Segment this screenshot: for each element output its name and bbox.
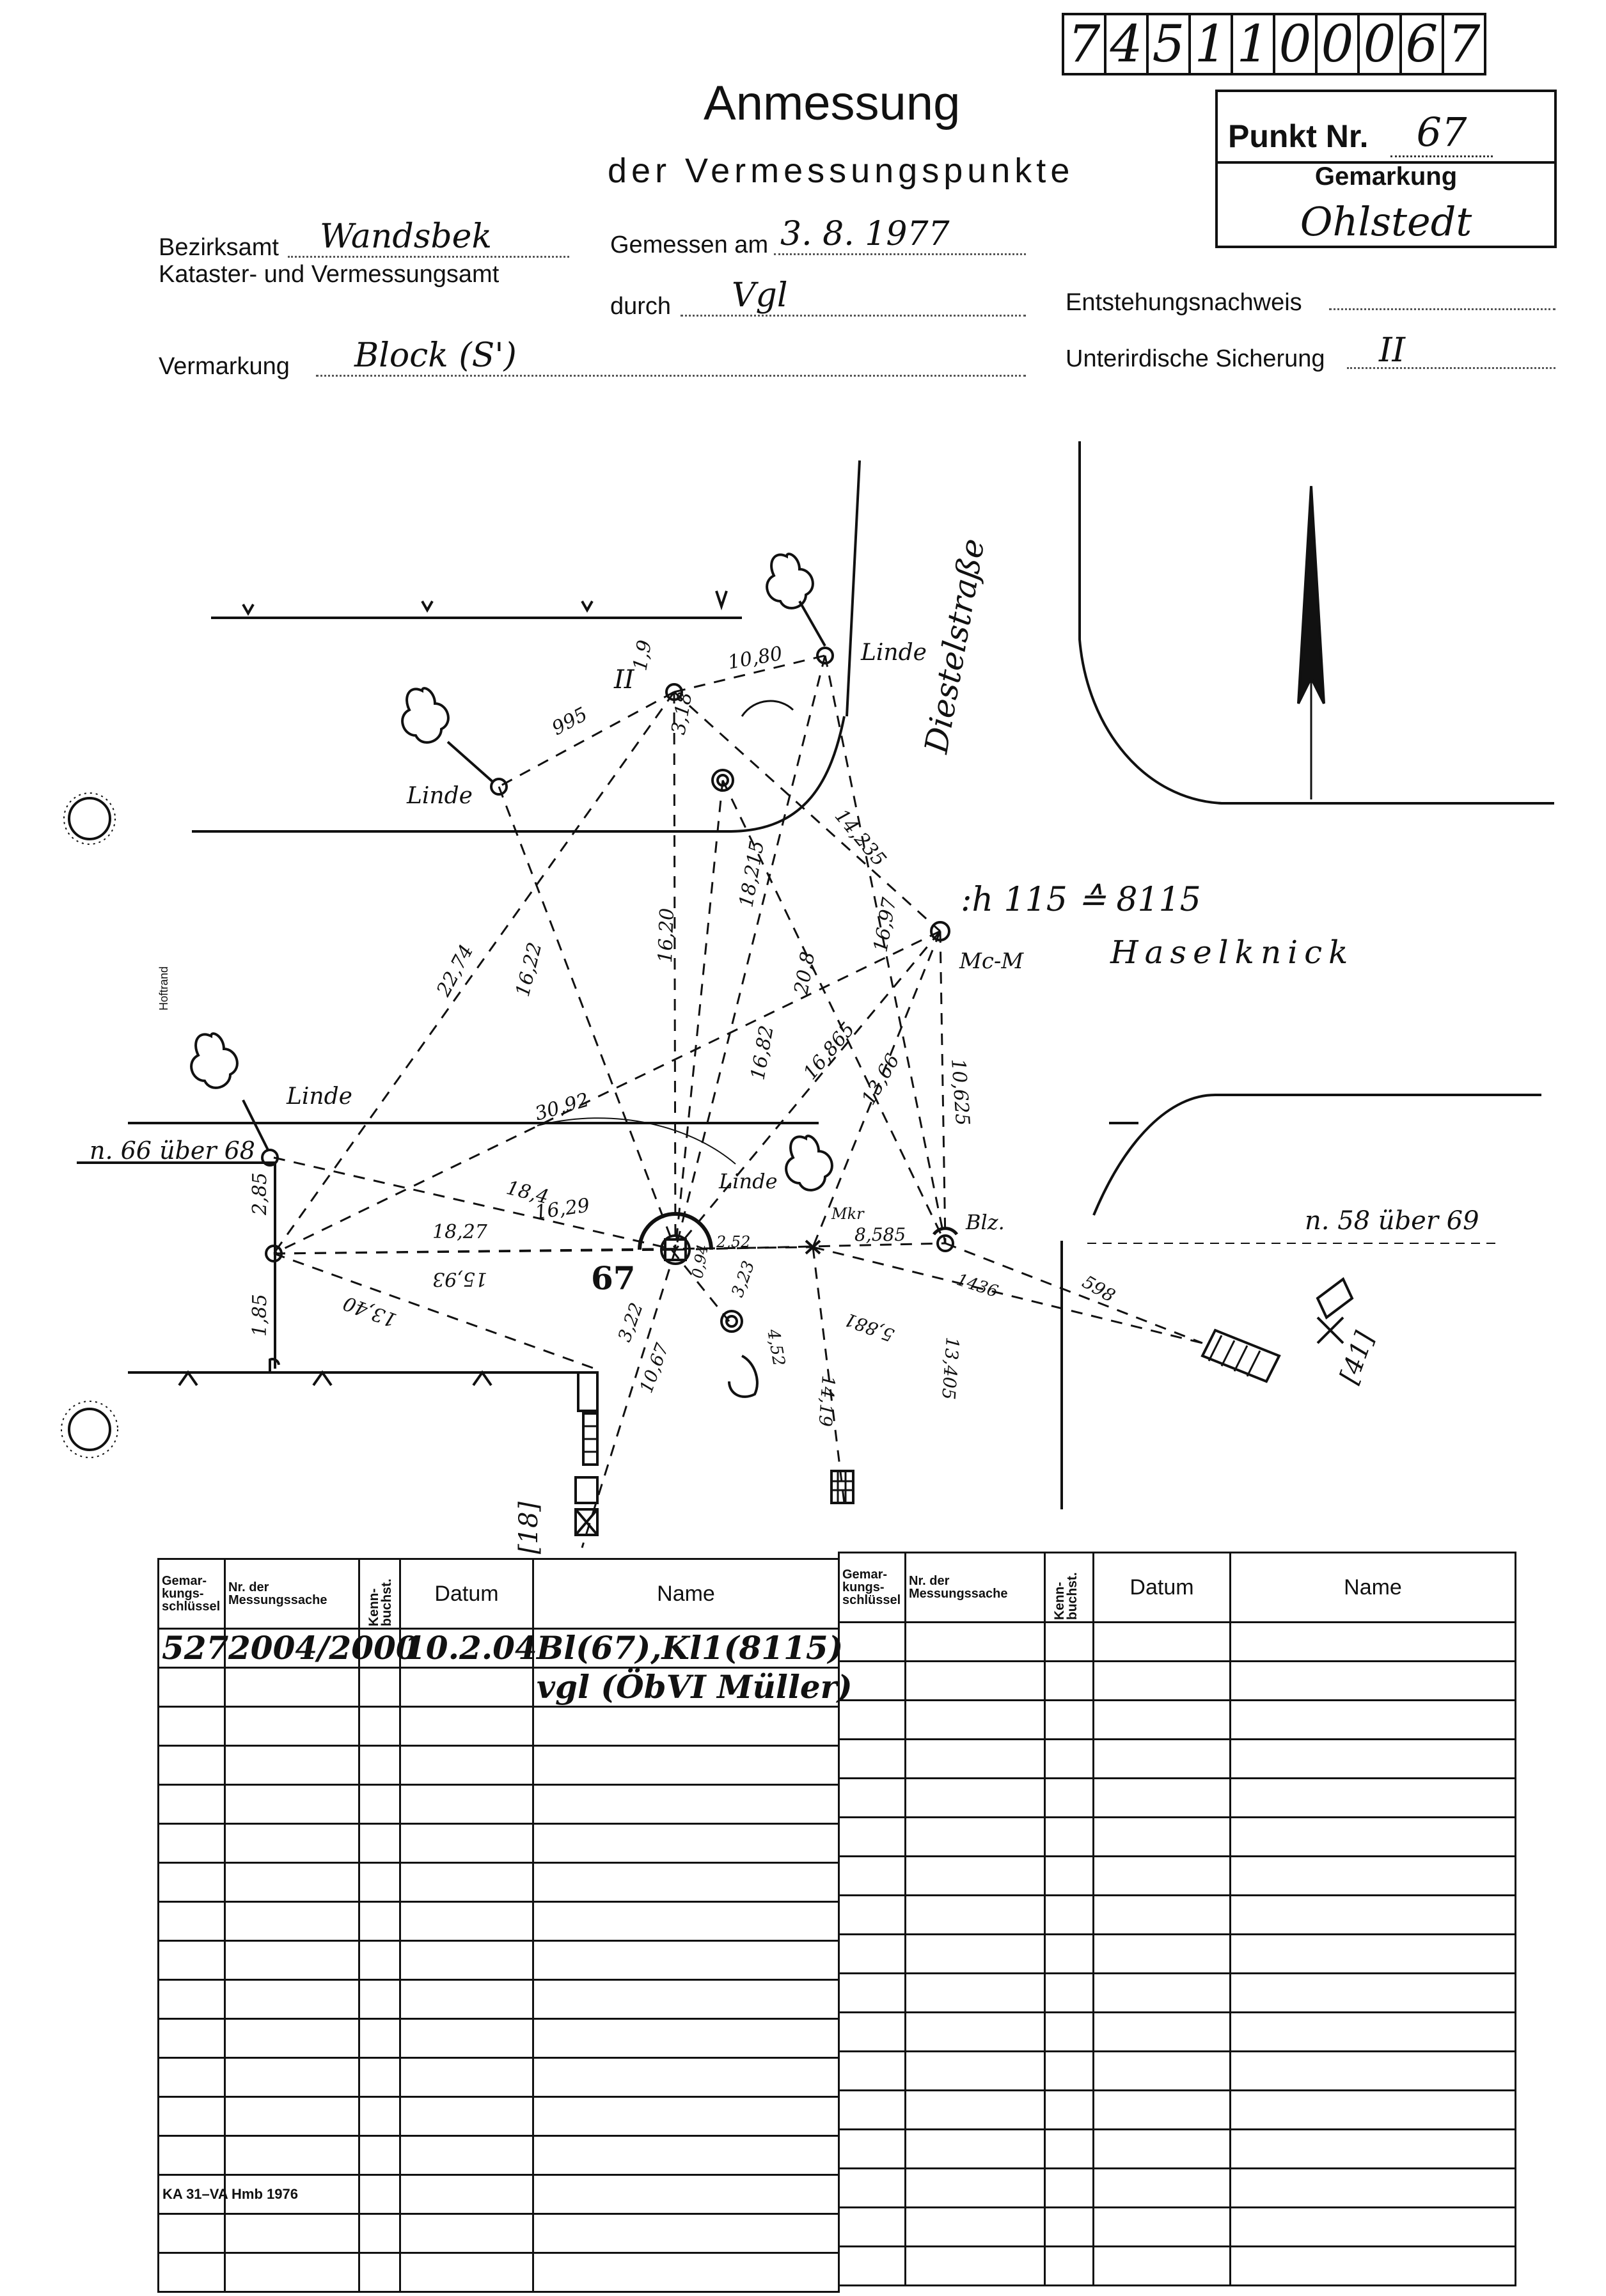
table-row xyxy=(159,1824,839,1863)
punkt-label: Punkt Nr. xyxy=(1228,118,1369,154)
measure-label: 15,93 xyxy=(432,1268,487,1290)
measure-label: 14,19 xyxy=(814,1374,839,1427)
digit: 0 xyxy=(1360,15,1402,73)
table-row xyxy=(159,2019,839,2058)
table-row xyxy=(839,2130,1516,2169)
measure-label: 16,29 xyxy=(533,1194,592,1224)
table-row xyxy=(839,1896,1516,1935)
header-name: Name xyxy=(533,1559,839,1629)
point-67-label: 67 xyxy=(591,1259,636,1297)
tree-label: Linde xyxy=(719,1169,778,1193)
ref-41: [41] xyxy=(1334,1328,1380,1388)
ref-18: [18] xyxy=(514,1501,544,1554)
digit: 7 xyxy=(1447,14,1481,74)
measure-label: 3,18 xyxy=(667,690,697,737)
tree-label: Linde xyxy=(861,640,927,666)
digit: 1 xyxy=(1233,15,1275,73)
measure-label: 10,80 xyxy=(726,642,784,674)
measure-label: 18,27 xyxy=(432,1221,487,1243)
tree-label: Linde xyxy=(407,783,473,809)
digit: 6 xyxy=(1402,15,1444,73)
measure-label: 13,405 xyxy=(938,1336,963,1401)
table-row xyxy=(159,1746,839,1785)
header-nr: Nr. der Messungssache xyxy=(225,1559,359,1629)
sicherung-label: Unterirdische Sicherung xyxy=(1066,345,1325,372)
measure-label: 3,23 xyxy=(728,1258,759,1300)
measure-label: 3,22 xyxy=(613,1300,647,1345)
table-row xyxy=(839,1974,1516,2013)
measure-label: 16,97 xyxy=(869,895,901,954)
page-subtitle: der Vermessungspunkte xyxy=(608,152,1075,190)
digit: 4 xyxy=(1106,15,1149,73)
table-row xyxy=(159,1668,839,1707)
vermarkung-label: Vermarkung xyxy=(159,353,290,380)
tree-icon xyxy=(786,1136,832,1190)
street-curve-south xyxy=(1094,1095,1541,1215)
table-row xyxy=(159,1863,839,1902)
table-row xyxy=(839,1779,1516,1818)
header-datum: Datum xyxy=(400,1559,533,1629)
gemessen-label: Gemessen am xyxy=(610,232,769,258)
table-row xyxy=(839,2169,1516,2208)
table-row xyxy=(159,1902,839,1941)
measure-label: 14,235 xyxy=(830,805,891,871)
digit: 5 xyxy=(1149,15,1191,73)
digit: 0 xyxy=(1275,15,1318,73)
cell-datum: 10.2.04 xyxy=(404,1629,537,1667)
header-nr: Nr. der Messungssache xyxy=(906,1553,1045,1623)
digit: 7 xyxy=(1064,15,1106,73)
mcm-label: Mc-M xyxy=(959,948,1024,974)
durch-label: durch xyxy=(610,293,672,320)
header-kenn: Kenn-buchst. xyxy=(1045,1553,1094,1623)
measure-label: 2,52 xyxy=(716,1233,751,1251)
table-row xyxy=(839,2208,1516,2247)
header-schluessel: Gemar- kungs- schlüssel xyxy=(159,1559,225,1629)
table-row xyxy=(159,1941,839,1980)
gemarkung-label: Gemarkung xyxy=(1314,162,1458,191)
bezirksamt-value: Wandsbek xyxy=(320,217,492,256)
table-row xyxy=(839,1935,1516,1974)
form-footer: KA 31–VA Hmb 1976 xyxy=(162,2186,298,2202)
table-row xyxy=(159,1980,839,2019)
measure-label: 16,22 xyxy=(511,940,547,999)
record-table-right xyxy=(838,1552,1516,2286)
table-row xyxy=(159,1785,839,1824)
measure-label: 4,52 xyxy=(763,1328,789,1368)
entstehung-label: Entstehungsnachweis xyxy=(1066,289,1302,316)
kataster-label: Kataster- und Vermessungsamt xyxy=(159,261,500,288)
table-row xyxy=(839,1818,1516,1857)
n58-label: n. 58 über 69 xyxy=(1305,1206,1479,1236)
measure-label: 16,82 xyxy=(746,1023,778,1082)
cell-schluessel: 527 xyxy=(162,1629,229,1667)
table-row xyxy=(159,1629,839,1668)
measure-label: 1,85 xyxy=(249,1294,271,1337)
table-row xyxy=(839,1701,1516,1740)
table-row xyxy=(159,2097,839,2136)
measure-label: 5,881 xyxy=(841,1309,897,1346)
measure-label: 1436 xyxy=(954,1270,1001,1302)
tree-icon xyxy=(191,1034,237,1088)
n66-label: n. 66 über 68 xyxy=(90,1136,255,1165)
record-table-left xyxy=(157,1558,853,2293)
vermarkung-value: Block (S') xyxy=(354,336,517,375)
measure-label: 2,85 xyxy=(249,1172,271,1215)
side-label: Hoftrand xyxy=(157,966,170,1010)
measure-label: 1,9 xyxy=(629,638,657,673)
punkt-value: 67 xyxy=(1390,109,1493,157)
durch-value: Vgl xyxy=(732,276,788,315)
gemarkung-value: Ohlstedt xyxy=(1300,198,1472,245)
bezirksamt-label: Bezirksamt xyxy=(159,234,279,261)
cell-name: Bl(67),Kl1(8115) xyxy=(537,1629,844,1667)
table-row xyxy=(839,1623,1516,1662)
table-row xyxy=(839,2013,1516,2052)
tree-label: Linde xyxy=(287,1083,352,1110)
digit: 1 xyxy=(1191,15,1233,73)
punch-hole xyxy=(69,798,110,839)
tree-icon xyxy=(767,554,813,608)
table-row xyxy=(839,2091,1516,2130)
table-header-row xyxy=(839,1553,1516,1623)
header-datum: Datum xyxy=(1094,1553,1231,1623)
street-curve xyxy=(729,716,844,831)
table-row xyxy=(839,2052,1516,2091)
measure-label: 16,865 xyxy=(799,1018,860,1085)
digit: 0 xyxy=(1318,15,1360,73)
table-row xyxy=(839,1740,1516,1779)
table-row xyxy=(839,1857,1516,1896)
measure-label: 10,625 xyxy=(947,1058,974,1127)
measure-label: 16,20 xyxy=(654,908,679,964)
blz-label: Blz. xyxy=(966,1210,1005,1234)
measure-label: 18,4 xyxy=(504,1176,551,1209)
header-name: Name xyxy=(1231,1553,1516,1623)
measure-label: 20,8 xyxy=(790,950,820,996)
measure-label: 995 xyxy=(548,703,592,741)
measure-label: 30,92 xyxy=(532,1089,592,1126)
table-row xyxy=(839,1662,1516,1701)
measure-label: 22,74 xyxy=(432,941,478,1000)
measure-label: 13,40 xyxy=(340,1291,400,1332)
punch-hole xyxy=(69,1409,110,1450)
table-row xyxy=(839,2247,1516,2286)
sicherung-value: II xyxy=(1379,331,1406,370)
measure-label: 598 xyxy=(1078,1271,1119,1307)
gemessen-value: 3. 8. 1977 xyxy=(780,215,950,253)
measure-label: 18,215 xyxy=(735,838,769,909)
tree-icon xyxy=(402,688,448,743)
table-row xyxy=(159,2253,839,2292)
street-edge-east xyxy=(847,460,860,716)
street-label: Diestelstraße xyxy=(917,535,992,757)
shed-icon xyxy=(1202,1330,1279,1381)
table-row xyxy=(159,1707,839,1746)
measure-label: 10,67 xyxy=(635,1340,673,1396)
mkr-label: Mkr xyxy=(831,1205,864,1223)
table-row xyxy=(159,2058,839,2097)
measure-label: 8,585 xyxy=(854,1224,906,1245)
point-ref: :h 115 ≙ 8115 xyxy=(961,881,1201,919)
measure-label: 13,66 xyxy=(857,1050,904,1109)
header-schluessel: Gemar- kungs- schlüssel xyxy=(839,1553,906,1623)
table-row xyxy=(159,2214,839,2253)
table-row xyxy=(159,2136,839,2175)
page-title: Anmessung xyxy=(704,76,961,130)
haselknick-label: Haselknick xyxy=(1110,934,1355,971)
table-header-row xyxy=(159,1559,839,1629)
mark-ii-label: II xyxy=(614,665,634,695)
header-kenn: Kenn-buchst. xyxy=(359,1559,400,1629)
measure-label: 0,94 xyxy=(688,1243,712,1280)
cell-name: vgl (ÖbVI Müller) xyxy=(537,1668,853,1706)
cell-nr: 2004/2000 xyxy=(228,1629,418,1667)
